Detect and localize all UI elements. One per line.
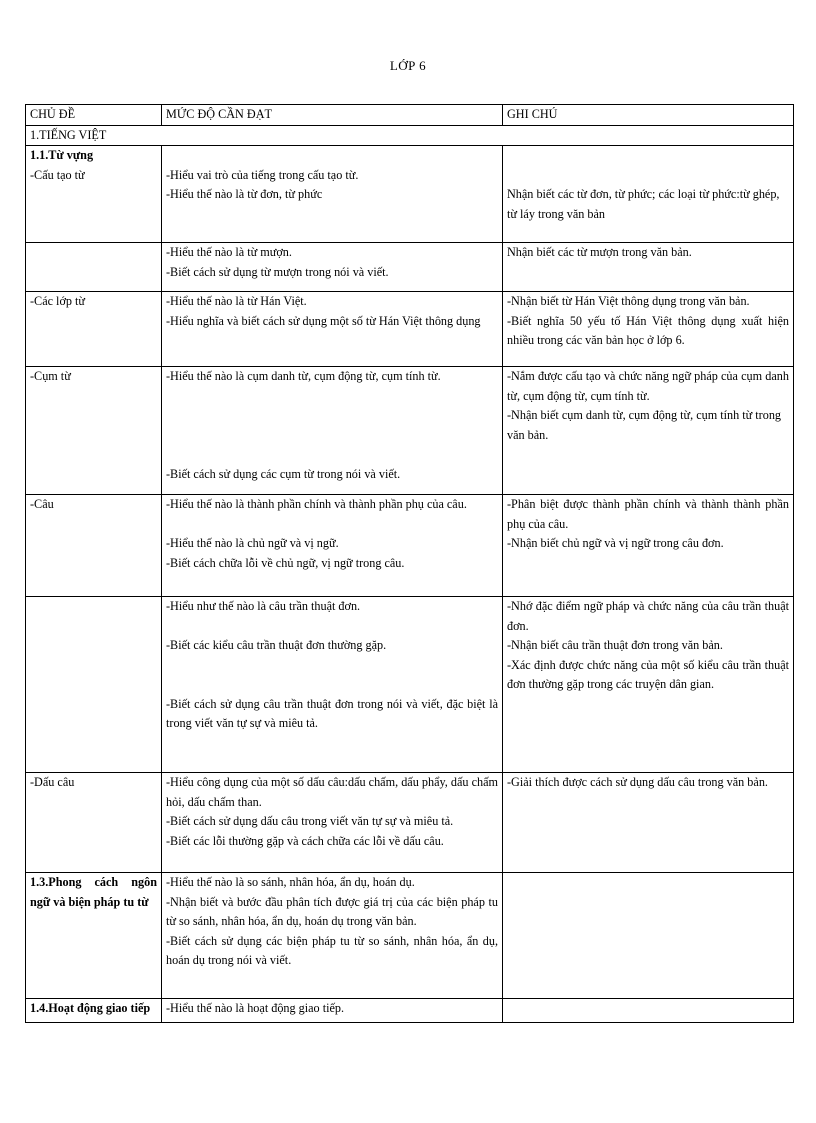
header-topic: CHỦ ĐỀ bbox=[26, 105, 162, 126]
topic-cell bbox=[26, 873, 162, 999]
requirement-item: -Hiểu công dụng của một số dấu câu:dấu chấm, dấu phẩy, dấu chấm hỏi, dấu chấm than. bbox=[166, 775, 498, 809]
requirement-item: -Hiểu thế nào là từ đơn, từ phức bbox=[166, 187, 323, 201]
topic-heading: 1.4.Hoạt động giao tiếp bbox=[30, 1001, 151, 1015]
note-cell bbox=[503, 495, 794, 597]
requirement-cell bbox=[162, 243, 503, 292]
topic-cell bbox=[26, 773, 162, 873]
requirement-cell bbox=[162, 873, 503, 999]
table-row bbox=[26, 873, 794, 999]
requirement-item: -Hiểu thế nào là thành phần chính và thành phần phụ của câu. bbox=[166, 497, 467, 511]
topic-heading: 1.1.Từ vựng bbox=[30, 148, 94, 162]
requirement-item: -Hiểu vai trò của tiếng trong cấu tạo từ. bbox=[166, 167, 359, 182]
topic-label: -Câu bbox=[30, 497, 54, 511]
note-cell bbox=[503, 999, 794, 1023]
table-row bbox=[26, 773, 794, 873]
topic-cell bbox=[26, 367, 162, 495]
table-row bbox=[26, 292, 794, 367]
requirement-item: -Biết cách chữa lỗi về chủ ngữ, vị ngữ trong câu. bbox=[166, 555, 405, 570]
note-item: -Giải thích được cách sử dụng dấu câu trong văn bản. bbox=[507, 775, 768, 789]
topic-cell bbox=[26, 146, 162, 243]
requirement-item: -Biết cách sử dụng câu trần thuật đơn trong nói và viết, đặc biệt là trong viết văn tự sự và miêu tả. bbox=[166, 696, 498, 730]
topic-cell bbox=[26, 999, 162, 1023]
table-header-row bbox=[26, 105, 794, 126]
requirement-item: -Biết các lỗi thường gặp và cách chữa các lỗi về dấu câu. bbox=[166, 833, 444, 848]
topic-label: -Các lớp từ bbox=[30, 294, 86, 308]
topic-heading: 1.3.Phong cách ngôn ngữ và biện pháp tu từ bbox=[30, 875, 157, 909]
requirement-item: -Hiểu thế nào là từ mượn. bbox=[166, 245, 292, 259]
requirement-item: -Biết cách sử dụng các biện pháp tu từ so sánh, nhân hóa, ẩn dụ, hoán dụ trong nói và viết. bbox=[166, 933, 498, 967]
note-item: -Nhận biết câu trần thuật đơn trong văn bản. bbox=[507, 638, 723, 652]
requirement-item: -Biết cách sử dụng dấu câu trong viết văn tự sự và miêu tả. bbox=[166, 814, 454, 828]
table-row bbox=[26, 367, 794, 495]
topic-cell bbox=[26, 243, 162, 292]
note-cell bbox=[503, 243, 794, 292]
note-cell bbox=[503, 146, 794, 243]
topic-cell bbox=[26, 292, 162, 367]
note-item: -Xác định được chức năng của một số kiểu câu trần thuật đơn thường gặp trong các truyện dân gian. bbox=[507, 657, 789, 691]
topic-label: -Cụm từ bbox=[30, 369, 71, 383]
note-cell bbox=[503, 597, 794, 773]
page-title: LỚP 6 bbox=[389, 58, 427, 73]
requirement-item: -Biết các kiểu câu trần thuật đơn thường gặp. bbox=[166, 638, 387, 652]
requirement-item: -Hiểu thế nào là hoạt động giao tiếp. bbox=[166, 1001, 345, 1015]
requirement-item: -Nhận biết và bước đầu phân tích được giá trị của các biện pháp tu từ so sánh, nhân hóa, ẩn dụ, hoán dụ trong văn bản. bbox=[166, 894, 498, 928]
requirement-item: -Hiểu thế nào là chủ ngữ và vị ngữ. bbox=[166, 536, 339, 550]
topic-label: -Dấu câu bbox=[30, 775, 75, 789]
requirement-item: -Hiểu thế nào là cụm danh từ, cụm động từ, cụm tính từ. bbox=[166, 369, 441, 383]
table-row bbox=[26, 597, 794, 773]
note-cell bbox=[503, 292, 794, 367]
requirement-item: -Hiểu thế nào là từ Hán Việt. bbox=[166, 294, 307, 308]
topic-sub: -Cấu tạo từ bbox=[30, 167, 85, 182]
table-row bbox=[26, 146, 794, 243]
requirement-cell bbox=[162, 146, 503, 243]
table-row bbox=[26, 999, 794, 1023]
requirement-cell bbox=[162, 292, 503, 367]
curriculum-table bbox=[25, 104, 794, 1023]
requirement-cell bbox=[162, 999, 503, 1023]
requirement-cell bbox=[162, 367, 503, 495]
header-requirement: MỨC ĐỘ CẦN ĐẠT bbox=[162, 105, 503, 126]
note-item: -Nhận biết từ Hán Việt thông dụng trong văn bản. bbox=[507, 294, 750, 308]
note-cell bbox=[503, 773, 794, 873]
note-item: -Phân biệt được thành phần chính và thành thành phần phụ của câu. bbox=[507, 497, 789, 531]
note-item: -Nhận biết chủ ngữ và vị ngữ trong câu đơn. bbox=[507, 536, 724, 550]
note-item: -Nhớ đặc điểm ngữ pháp và chức năng của câu trần thuật đơn. bbox=[507, 599, 789, 633]
header-note: GHI CHÚ bbox=[503, 105, 794, 126]
requirement-item: -Hiểu như thế nào là câu trần thuật đơn. bbox=[166, 599, 361, 613]
requirement-cell bbox=[162, 773, 503, 873]
table-row bbox=[26, 243, 794, 292]
requirement-cell bbox=[162, 597, 503, 773]
note-item: Nhận biết các từ mượn trong văn bản. bbox=[507, 245, 692, 259]
note-item: -Nhận biết cụm danh từ, cụm động từ, cụm tính từ trong văn bản. bbox=[507, 408, 782, 442]
note-item: Nhận biết các từ đơn, từ phức; các loại từ phức:từ ghép, từ láy trong văn bản bbox=[507, 187, 780, 221]
topic-cell bbox=[26, 495, 162, 597]
topic-cell bbox=[26, 597, 162, 773]
note-cell bbox=[503, 367, 794, 495]
note-cell bbox=[503, 873, 794, 999]
requirement-item: -Hiểu thế nào là so sánh, nhân hóa, ẩn dụ, hoán dụ. bbox=[166, 875, 415, 889]
requirement-item: -Biết cách sử dụng các cụm từ trong nói và viết. bbox=[166, 466, 401, 481]
section-row bbox=[26, 125, 794, 146]
note-item: -Biết nghĩa 50 yếu tố Hán Việt thông dụng xuất hiện nhiều trong các văn bản học ở lớp 6. bbox=[507, 313, 789, 347]
section-title: 1.TIẾNG VIỆT bbox=[26, 125, 794, 146]
requirement-item: -Hiểu nghĩa và biết cách sử dụng một số từ Hán Việt thông dụng bbox=[166, 313, 481, 328]
table-row bbox=[26, 495, 794, 597]
requirement-item: -Biết cách sử dụng từ mượn trong nói và viết. bbox=[166, 264, 389, 279]
requirement-cell bbox=[162, 495, 503, 597]
note-item: -Nắm được cấu tạo và chức năng ngữ pháp của cụm danh từ, cụm động từ, cụm tính từ. bbox=[507, 369, 789, 403]
